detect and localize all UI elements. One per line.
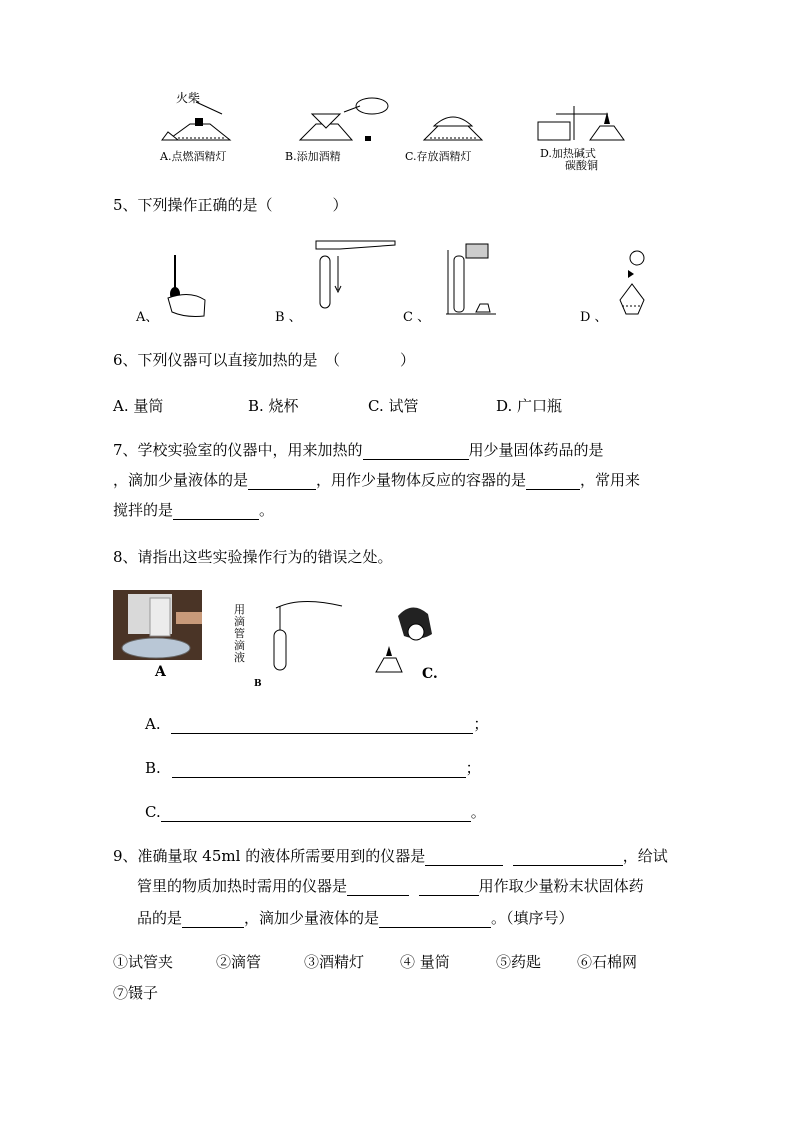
q5-option-d: D 、 [580, 310, 608, 325]
q5-option-c: C 、 [403, 310, 431, 325]
q9-blank-3[interactable] [347, 879, 409, 896]
q9-text-3b: ，滴加少量液体的是 [244, 909, 380, 927]
q8-dropper-char-4: 滴 [234, 639, 245, 652]
q9-text-3c: 。（填序号） [491, 909, 574, 927]
q7-text-1b: 用少量固体药品的是 [468, 441, 604, 459]
caption-b: B.添加酒精 [285, 150, 341, 163]
q6-option-b: B. 烧杯 [248, 397, 299, 415]
q8-answer-b-label: B. [145, 759, 161, 777]
q8-dropper-text [234, 604, 248, 664]
q7-text-3b: 。 [259, 501, 275, 519]
q9-blank-1[interactable] [425, 849, 503, 866]
q8-dropper-char-5: 液 [234, 651, 245, 664]
q9-line2 [137, 876, 644, 896]
q8-stem: 8、请指出这些实验操作行为的错误之处。 [113, 548, 393, 566]
q8-fig-label-b: B [254, 679, 262, 689]
q9-choice-2: ②滴管 [216, 953, 262, 971]
caption-c: C.存放酒精灯 [405, 150, 472, 163]
q9-blank-6[interactable] [379, 911, 491, 928]
q7-text-3a: 搅拌的是 [113, 501, 174, 519]
q9-text-2b: 用作取少量粉末状固体药 [478, 877, 644, 895]
q8-answer-a-end: ； [473, 715, 489, 733]
q5-option-b: B 、 [275, 310, 302, 325]
q8-answer-b-blank[interactable] [172, 761, 466, 778]
q6-option-a: A. 量筒 [113, 397, 164, 415]
q7-text-2b: ，用作少量物体反应的容器的是 [316, 471, 527, 489]
q9-line3 [137, 908, 574, 928]
q8-answer-b [145, 758, 481, 778]
q8-answer-a-blank[interactable] [171, 717, 473, 734]
q8-dropper-char-1: 用 [234, 603, 245, 616]
q9-blank-5[interactable] [182, 911, 244, 928]
q7-text-2c: ，常用来 [580, 471, 641, 489]
q9-blank-2[interactable] [513, 849, 623, 866]
q9-choice-5: ⑤药匙 [496, 953, 542, 971]
q9-text-2a: 管里的物质加热时需用的仪器是 [137, 877, 348, 895]
q8-answer-c-end: 。 [470, 803, 486, 821]
q9-text-1b: ，给试 [622, 847, 668, 865]
q8-dropper-char-3: 管 [234, 627, 245, 640]
match-label: 火柴 [176, 91, 201, 105]
q7-text-2a: ，滴加少量液体的是 [113, 471, 249, 489]
caption-a: A.点燃酒精灯 [160, 150, 227, 163]
q9-text-3a: 品的是 [137, 909, 183, 927]
caption-d2: 碳酸铜 [565, 159, 598, 172]
q8-fig-label-c: C. [422, 666, 438, 682]
q8-answer-c-label: C. [145, 803, 161, 821]
q9-choice-4: ④ 量筒 [400, 953, 450, 971]
q9-choice-7: ⑦镊子 [113, 984, 159, 1002]
q8-dropper-char-2: 滴 [234, 615, 245, 628]
q9-choice-3: ③酒精灯 [304, 953, 365, 971]
q8-answer-a [145, 714, 488, 734]
q8-fig-label-a: A [155, 664, 166, 680]
q5-option-a: A、 [136, 310, 159, 325]
q5-stem: 5、下列操作正确的是（ ） [113, 196, 348, 214]
q6-stem: 6、下列仪器可以直接加热的是 （ ） [113, 351, 416, 369]
q8-answer-c-blank[interactable] [161, 805, 471, 822]
q9-blank-4[interactable] [419, 879, 479, 896]
caption-d: D.加热碱式 [540, 147, 596, 160]
q6-option-c: C. 试管 [368, 397, 419, 415]
q8-answer-a-label: A. [145, 715, 161, 733]
q9-line1 [113, 846, 668, 866]
q9-text-1a: 9、准确量取 45ml 的液体所需要用到的仪器是 [113, 847, 426, 865]
q8-answer-b-end: ； [465, 759, 481, 777]
q8-answer-c [145, 802, 486, 822]
q9-choice-1: ①试管夹 [113, 953, 174, 971]
q9-choice-6: ⑥石棉网 [577, 953, 638, 971]
q7-text-1a: 7、学校实验室的仪器中，用来加热的 [113, 441, 363, 459]
q6-option-d: D. 广口瓶 [496, 397, 563, 415]
